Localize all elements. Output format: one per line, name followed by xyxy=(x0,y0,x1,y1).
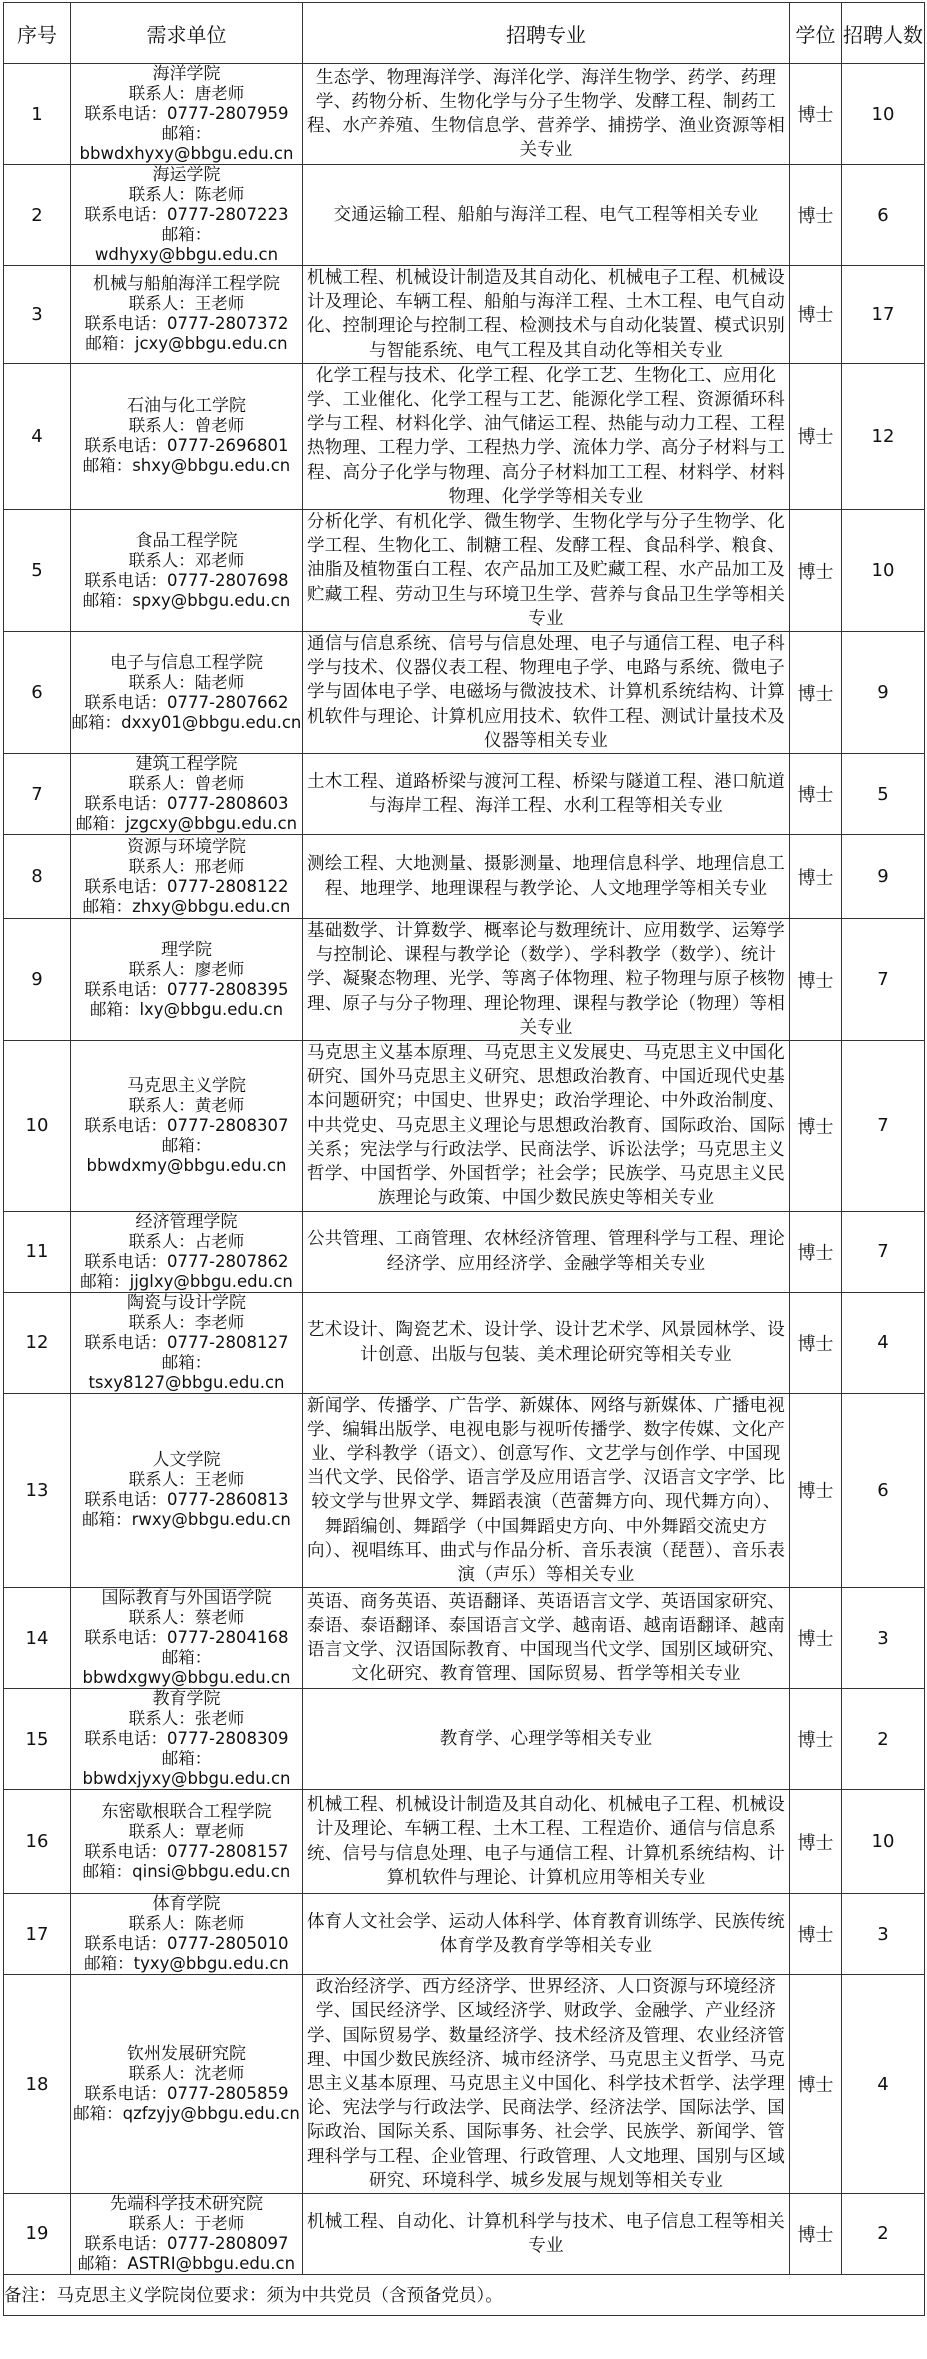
unit-email: 邮箱：qinsi@bbgu.edu.cn xyxy=(82,1861,291,1881)
major-text: 公共管理、工商管理、农林经济管理、管理科学与工程、理论经济学、应用经济学、金融学等相关专业 xyxy=(307,1229,785,1274)
count-cell xyxy=(842,1393,925,1588)
degree-cell xyxy=(790,919,842,1041)
unit-name: 人文学院 xyxy=(152,1450,221,1471)
count-text: 7 xyxy=(877,969,889,991)
unit-phone: 联系电话：0777-2808127 xyxy=(84,1332,289,1352)
unit-phone: 联系电话：0777-2808309 xyxy=(84,1729,289,1749)
count-text: 6 xyxy=(877,1479,889,1501)
major-text: 机械工程、机械设计制造及其自动化、机械电子工程、机械设计及理论、车辆工程、土木工程、工程造价、通信与信息系统、信号与信息处理、电子与通信工程、计算机系统结构、计算机软件与理论、计算机应用等相关专业 xyxy=(307,1795,785,1888)
degree-text: 博士 xyxy=(797,683,834,705)
unit-phone: 联系电话：0777-2808395 xyxy=(84,979,289,999)
table-row xyxy=(4,510,925,632)
major-text: 分析化学、有机化学、微生物学、生物化学与分子生物学、化学工程、生物化工、制糖工程、发酵工程、食品科学、粮食、油脂及植物蛋白工程、农产品加工及贮藏工程、水产品加工及贮藏工程、劳动卫生与环境卫生学、营养与食品卫生学等相关专业 xyxy=(307,512,785,629)
table-row xyxy=(4,632,925,754)
table-row xyxy=(4,266,925,364)
degree-text: 博士 xyxy=(797,970,834,992)
row-index-value: 12 xyxy=(25,1332,49,1353)
count-text: 4 xyxy=(877,2073,889,2095)
unit-contact: 联系人：曾老师 xyxy=(128,774,245,794)
unit-email: 邮箱：bbwdxjyxy@bbgu.edu.cn xyxy=(82,1749,291,1789)
unit-cell xyxy=(71,919,303,1041)
unit-phone: 联系电话：0777-2808157 xyxy=(84,1841,289,1861)
table-row xyxy=(4,1975,925,2194)
row-index-value: 4 xyxy=(31,425,43,447)
degree-cell xyxy=(790,1790,842,1894)
unit-email: 邮箱：wdhyxy@bbgu.edu.cn xyxy=(94,225,279,264)
count-text: 7 xyxy=(877,1115,889,1137)
unit-cell xyxy=(71,1790,303,1894)
unit-name: 石油与化工学院 xyxy=(127,396,246,417)
degree-text: 博士 xyxy=(797,1242,834,1264)
major-text: 通信与信息系统、信号与信息处理、电子与通信工程、电子科学与技术、仪器仪表工程、物理电子学、电路与系统、微电子学与固体电子学、电磁场与微波技术、计算机系统结构、计算机软件与理论、计算机应用技术、软件工程、测试计量技术及仪器等相关专业 xyxy=(307,634,785,751)
unit-email: 邮箱：ASTRI@bbgu.edu.cn xyxy=(77,2253,296,2273)
major-cell xyxy=(303,1975,790,2194)
unit-contact: 联系人：唐老师 xyxy=(128,84,245,103)
count-text: 9 xyxy=(877,866,889,888)
row-index xyxy=(4,1975,71,2194)
degree-text: 博士 xyxy=(797,427,834,449)
unit-name: 先端科学技术研究院 xyxy=(110,2193,263,2214)
unit-phone: 联系电话：0777-2807223 xyxy=(84,205,289,224)
row-index-value: 18 xyxy=(25,2073,49,2095)
table-row xyxy=(4,1689,925,1790)
unit-contact: 联系人：覃老师 xyxy=(128,1821,245,1841)
row-index xyxy=(4,1211,71,1292)
table-row xyxy=(4,919,925,1041)
degree-cell xyxy=(790,1894,842,1975)
unit-contact: 联系人：于老师 xyxy=(128,2213,245,2233)
row-index-value: 5 xyxy=(31,560,43,582)
count-cell xyxy=(842,510,925,632)
major-cell xyxy=(303,632,790,754)
major-text: 英语、商务英语、英语翻译、英语语言文学、英语国家研究、泰语、泰语翻译、泰国语言文学、越南语、越南语翻译、越南语言文学、汉语国际教育、中国现当代文学、国别区域研究、文化研究、教育管理、国际贸易、哲学等相关专业 xyxy=(307,1591,785,1685)
count-text: 2 xyxy=(877,2223,889,2245)
degree-cell xyxy=(790,1689,842,1790)
unit-phone: 联系电话：0777-2808307 xyxy=(84,1115,289,1135)
count-cell xyxy=(842,1588,925,1689)
table-row xyxy=(4,835,925,919)
note-row xyxy=(4,2274,925,2315)
unit-email: 邮箱：qzfzyjy@bbgu.edu.cn xyxy=(73,2104,300,2124)
count-text: 17 xyxy=(871,303,895,325)
unit-name: 体育学院 xyxy=(152,1894,221,1915)
major-cell xyxy=(303,754,790,835)
major-text: 教育学、心理学等相关专业 xyxy=(439,1729,653,1750)
count-text: 3 xyxy=(877,1627,889,1649)
unit-phone: 联系电话：0777-2696801 xyxy=(84,436,289,456)
degree-text: 博士 xyxy=(797,1629,834,1651)
major-cell xyxy=(303,1393,790,1588)
row-index xyxy=(4,1393,71,1588)
unit-contact: 联系人：邢老师 xyxy=(128,856,245,876)
count-text: 7 xyxy=(877,1241,889,1262)
unit-cell xyxy=(71,510,303,632)
unit-email: 邮箱：spxy@bbgu.edu.cn xyxy=(82,590,291,610)
unit-name: 理学院 xyxy=(161,939,212,960)
major-text: 化学工程与技术、化学工程、化学工艺、生物化工、应用化学、工业催化、化学工程与工艺、能源化学工程、资源循环科学与工程、材料化学、油气储运工程、热能与动力工程、工程热物理、工程力学、工程热力学、流体力学、高分子材料与工程、高分子化学与物理、高分子材料加工工程、材料学、材料物理、化学学等相关专业 xyxy=(307,365,785,507)
count-cell xyxy=(842,1292,925,1393)
row-index xyxy=(4,754,71,835)
count-text: 10 xyxy=(871,560,895,582)
row-index xyxy=(4,363,71,509)
header-major: 招聘专业 xyxy=(303,3,790,64)
degree-text: 博士 xyxy=(797,1925,834,1947)
major-cell xyxy=(303,165,790,266)
major-cell xyxy=(303,1292,790,1393)
major-text: 政治经济学、西方经济学、世界经济、人口资源与环境经济学、国民经济学、区域经济学、财政学、金融学、产业经济学、国际贸易学、数量经济学、技术经济及管理、农业经济管理、中国少数民族经济、城市经济学、马克思主义哲学、马克思主义基本原理、马克思主义中国化、科学技术哲学、法学理论、宪法学与行政法学、民商法学、经济法学、国际法学、国际政治、国际关系、国际事务、社会学、民族学、新闻学、管理科学与工程、企业管理、行政管理、人文地理、国别与区域研究、环境科学、城乡发展与规划等相关专业 xyxy=(307,1977,785,2191)
major-text: 新闻学、传播学、广告学、新媒体、网络与新媒体、广播电视学、编辑出版学、电视电影与视听传播学、数字传媒、文化产业、学科教学（语文）、创意写作、文艺学与创作学、中国现当代文学、民俗学、语言学及应用语言学、汉语言文字学、比较文学与世界文学、舞蹈表演（芭蕾舞方向、现代舞方向）、舞蹈编创、舞蹈学（中国舞蹈史方向、中外舞蹈交流史方向）、视唱练耳、曲式与作品分析、音乐表演（琵琶）、音乐表演（声乐）等相关专业 xyxy=(306,1395,786,1585)
row-index-value: 6 xyxy=(31,682,43,704)
count-cell xyxy=(842,1790,925,1894)
count-cell xyxy=(842,64,925,165)
header-unit: 需求单位 xyxy=(71,3,303,64)
major-cell xyxy=(303,64,790,165)
unit-name: 电子与信息工程学院 xyxy=(110,652,263,673)
unit-cell xyxy=(71,1894,303,1975)
unit-contact: 联系人：蔡老师 xyxy=(128,1608,245,1628)
row-index-value: 10 xyxy=(25,1115,49,1137)
degree-cell xyxy=(790,1975,842,2194)
unit-email: 邮箱：lxy@bbgu.edu.cn xyxy=(89,999,284,1019)
unit-contact: 联系人：曾老师 xyxy=(128,416,245,436)
row-index xyxy=(4,266,71,364)
note-text: 备注：马克思主义学院岗位要求：须为中共党员（含预备党员）。 xyxy=(4,2274,925,2315)
table-row xyxy=(4,363,925,509)
row-index xyxy=(4,64,71,165)
unit-email: 邮箱：shxy@bbgu.edu.cn xyxy=(82,456,291,476)
table-body xyxy=(4,64,925,2275)
degree-text: 博士 xyxy=(797,1481,834,1503)
major-cell xyxy=(303,510,790,632)
unit-contact: 联系人：张老师 xyxy=(128,1709,245,1729)
major-text: 交通运输工程、船舶与海洋工程、电气工程等相关专业 xyxy=(333,204,759,225)
header-index: 序号 xyxy=(4,3,71,64)
degree-cell xyxy=(790,165,842,266)
unit-phone: 联系电话：0777-2807698 xyxy=(84,570,289,590)
count-text: 6 xyxy=(877,204,889,226)
major-text: 土木工程、道路桥梁与渡河工程、桥梁与隧道工程、港口航道与海岸工程、海洋工程、水利工程等相关专业 xyxy=(307,771,785,817)
unit-cell xyxy=(71,165,303,266)
unit-contact: 联系人：王老师 xyxy=(128,294,245,314)
degree-cell xyxy=(790,1041,842,1211)
count-cell xyxy=(842,1041,925,1211)
unit-cell xyxy=(71,632,303,754)
recruitment-table xyxy=(3,2,925,2316)
unit-cell xyxy=(71,835,303,919)
count-cell xyxy=(842,165,925,266)
unit-contact: 联系人：陈老师 xyxy=(128,185,245,204)
unit-contact: 联系人：沈老师 xyxy=(128,2064,245,2084)
row-index xyxy=(4,1790,71,1894)
unit-cell xyxy=(71,266,303,364)
major-cell xyxy=(303,1041,790,1211)
row-index xyxy=(4,1041,71,1211)
unit-contact: 联系人：陆老师 xyxy=(128,672,245,692)
degree-cell xyxy=(790,835,842,919)
unit-phone: 联系电话：0777-2807372 xyxy=(84,314,289,334)
unit-cell xyxy=(71,64,303,165)
degree-cell xyxy=(790,510,842,632)
count-cell xyxy=(842,266,925,364)
row-index-value: 11 xyxy=(25,1241,49,1262)
row-index-value: 13 xyxy=(25,1479,49,1501)
count-text: 2 xyxy=(877,1728,889,1750)
major-text: 机械工程、机械设计制造及其自动化、机械电子工程、机械设计及理论、车辆工程、船舶与海洋工程、土木工程、电气自动化、控制理论与控制工程、检测技术与自动化装置、模式识别与智能系统、电气工程及其自动化等相关专业 xyxy=(307,268,785,361)
unit-contact: 联系人：李老师 xyxy=(128,1312,245,1332)
row-index-value: 8 xyxy=(31,866,43,888)
table-row xyxy=(4,165,925,266)
unit-contact: 联系人：占老师 xyxy=(128,1231,245,1251)
unit-contact: 联系人：陈老师 xyxy=(128,1914,245,1934)
unit-phone: 联系电话：0777-2808603 xyxy=(84,794,289,814)
row-index xyxy=(4,165,71,266)
unit-phone: 联系电话：0777-2808122 xyxy=(84,876,289,896)
unit-name: 陶瓷与设计学院 xyxy=(127,1292,246,1313)
unit-name: 海运学院 xyxy=(152,165,221,185)
unit-cell xyxy=(71,1211,303,1292)
table-row xyxy=(4,1211,925,1292)
degree-text: 博士 xyxy=(797,1730,834,1752)
unit-email: 邮箱：jzgcxy@bbgu.edu.cn xyxy=(75,814,298,834)
count-text: 4 xyxy=(877,1332,889,1353)
major-cell xyxy=(303,919,790,1041)
row-index-value: 2 xyxy=(31,204,43,226)
header-degree: 学位 xyxy=(790,3,842,64)
degree-text: 博士 xyxy=(797,105,834,126)
unit-contact: 联系人：廖老师 xyxy=(128,959,245,979)
header-row xyxy=(4,3,925,64)
major-text: 基础数学、计算数学、概率论与数理统计、应用数学、运筹学与控制论、课程与教学论（数学）、学科教学（数学）、统计学、凝聚态物理、光学、等离子体物理、粒子物理与原子核物理、原子与分子物理、理论物理、课程与教学论（物理）等相关专业 xyxy=(307,921,785,1038)
row-index xyxy=(4,510,71,632)
unit-email: 邮箱：tyxy@bbgu.edu.cn xyxy=(84,1954,289,1974)
unit-email: 邮箱：bbwdxhyxy@bbgu.edu.cn xyxy=(79,124,294,163)
major-cell xyxy=(303,266,790,364)
major-text: 艺术设计、陶瓷艺术、设计学、设计艺术学、风景园林学、设计创意、出版与包装、美术理论研究等相关专业 xyxy=(307,1320,785,1365)
major-text: 测绘工程、大地测量、摄影测量、地理信息科学、地理信息工程、地理学、地理课程与教学论、人文地理学等相关专业 xyxy=(307,854,785,899)
degree-text: 博士 xyxy=(797,1333,834,1355)
count-text: 10 xyxy=(871,1831,895,1853)
count-text: 3 xyxy=(877,1923,889,1945)
row-index-value: 14 xyxy=(25,1627,49,1649)
degree-cell xyxy=(790,1588,842,1689)
row-index-value: 1 xyxy=(31,103,43,125)
degree-text: 博士 xyxy=(797,2224,834,2246)
degree-cell xyxy=(790,64,842,165)
major-cell xyxy=(303,1588,790,1689)
major-cell xyxy=(303,1211,790,1292)
degree-cell xyxy=(790,632,842,754)
unit-name: 马克思主义学院 xyxy=(127,1075,246,1096)
degree-cell xyxy=(790,754,842,835)
degree-text: 博士 xyxy=(797,1832,834,1854)
degree-text: 博士 xyxy=(797,561,834,583)
count-cell xyxy=(842,363,925,509)
row-index xyxy=(4,1894,71,1975)
unit-name: 教育学院 xyxy=(152,1689,221,1710)
major-text: 体育人文社会学、运动人体科学、体育教育训练学、民族传统体育学及教育学等相关专业 xyxy=(307,1911,785,1957)
count-cell xyxy=(842,632,925,754)
count-cell xyxy=(842,2193,925,2274)
table-row xyxy=(4,1292,925,1393)
degree-text: 博士 xyxy=(797,867,834,889)
count-text: 12 xyxy=(871,425,895,447)
row-index xyxy=(4,1292,71,1393)
table-row xyxy=(4,1790,925,1894)
unit-cell xyxy=(71,1393,303,1588)
unit-email: 邮箱：rwxy@bbgu.edu.cn xyxy=(82,1510,291,1530)
row-index xyxy=(4,835,71,919)
table-row xyxy=(4,2193,925,2274)
major-cell xyxy=(303,363,790,509)
unit-name: 食品工程学院 xyxy=(135,530,238,551)
unit-phone: 联系电话：0777-2805859 xyxy=(84,2084,289,2104)
count-cell xyxy=(842,1689,925,1790)
row-index-value: 3 xyxy=(31,303,43,325)
unit-email: 邮箱：dxxy01@bbgu.edu.cn xyxy=(71,712,302,732)
degree-text: 博士 xyxy=(797,1116,834,1138)
table-row xyxy=(4,64,925,165)
major-text: 生态学、物理海洋学、海洋化学、海洋生物学、药学、药理学、药物分析、生物化学与分子生物学、发酵工程、制药工程、水产养殖、生物信息学、营养学、捕捞学、渔业资源等相关专业 xyxy=(307,67,785,161)
count-cell xyxy=(842,1975,925,2194)
count-cell xyxy=(842,1894,925,1975)
unit-cell xyxy=(71,1292,303,1393)
unit-cell xyxy=(71,1041,303,1211)
degree-text: 博士 xyxy=(797,206,834,227)
degree-cell xyxy=(790,363,842,509)
major-cell xyxy=(303,1790,790,1894)
unit-phone: 联系电话：0777-2807862 xyxy=(84,1251,289,1271)
unit-email: 邮箱：jcxy@bbgu.edu.cn xyxy=(85,334,288,354)
table-row xyxy=(4,1393,925,1588)
major-text: 机械工程、自动化、计算机科学与技术、电子信息工程等相关专业 xyxy=(307,2211,785,2256)
row-index-value: 16 xyxy=(25,1831,49,1853)
unit-cell xyxy=(71,1588,303,1689)
major-cell xyxy=(303,1689,790,1790)
unit-contact: 联系人：邓老师 xyxy=(128,550,245,570)
table-row xyxy=(4,1894,925,1975)
count-cell xyxy=(842,754,925,835)
count-cell xyxy=(842,835,925,919)
unit-cell xyxy=(71,1689,303,1790)
unit-cell xyxy=(71,754,303,835)
unit-name: 国际教育与外国语学院 xyxy=(101,1588,272,1609)
unit-cell xyxy=(71,2193,303,2274)
unit-cell xyxy=(71,363,303,509)
unit-email: 邮箱：bbwdxgwy@bbgu.edu.cn xyxy=(82,1648,291,1688)
count-cell xyxy=(842,1211,925,1292)
row-index-value: 9 xyxy=(31,969,43,991)
major-cell xyxy=(303,2193,790,2274)
unit-contact: 联系人：王老师 xyxy=(128,1470,245,1490)
unit-phone: 联系电话：0777-2807959 xyxy=(84,104,289,123)
row-index-value: 19 xyxy=(25,2223,49,2245)
unit-name: 机械与船舶海洋工程学院 xyxy=(93,274,280,295)
unit-name: 海洋学院 xyxy=(152,64,221,84)
degree-cell xyxy=(790,2193,842,2274)
count-text: 10 xyxy=(871,103,895,125)
degree-cell xyxy=(790,266,842,364)
major-text: 马克思主义基本原理、马克思主义发展史、马克思主义中国化研究、国外马克思主义研究、思想政治教育、中国近现代史基本问题研究；中国史、世界史；政治学理论、中外政治制度、中共党史、马克思主义理论与思想政治教育、国际政治、国际关系；宪法学与行政法学、民商法学、诉讼法学；马克思主义哲学、中国哲学、外国哲学；社会学；民族学、马克思主义民族理论与政策、中国少数民族史等相关专业 xyxy=(307,1043,785,1209)
count-text: 9 xyxy=(877,682,889,704)
unit-name: 经济管理学院 xyxy=(135,1211,238,1232)
unit-phone: 联系电话：0777-2807662 xyxy=(84,692,289,712)
row-index-value: 17 xyxy=(25,1923,49,1945)
row-index xyxy=(4,1588,71,1689)
unit-name: 东密歇根联合工程学院 xyxy=(101,1801,272,1822)
header-count: 招聘人数 xyxy=(842,3,925,64)
row-index-value: 7 xyxy=(31,783,43,805)
table-row xyxy=(4,1588,925,1689)
unit-name: 钦州发展研究院 xyxy=(127,2044,246,2065)
count-cell xyxy=(842,919,925,1041)
row-index xyxy=(4,919,71,1041)
row-index xyxy=(4,2193,71,2274)
degree-cell xyxy=(790,1393,842,1588)
degree-text: 博士 xyxy=(797,785,834,807)
major-cell xyxy=(303,1894,790,1975)
table-row xyxy=(4,754,925,835)
unit-email: 邮箱：bbwdxmy@bbgu.edu.cn xyxy=(86,1135,287,1175)
unit-name: 资源与环境学院 xyxy=(127,836,246,857)
unit-phone: 联系电话：0777-2805010 xyxy=(84,1934,289,1954)
degree-text: 博士 xyxy=(797,305,834,327)
unit-phone: 联系电话：0777-2808097 xyxy=(84,2233,289,2253)
unit-phone: 联系电话：0777-2804168 xyxy=(84,1628,289,1648)
unit-email: 邮箱：tsxy8127@bbgu.edu.cn xyxy=(88,1352,285,1392)
major-cell xyxy=(303,835,790,919)
degree-cell xyxy=(790,1211,842,1292)
row-index xyxy=(4,632,71,754)
unit-email: 邮箱：jjglxy@bbgu.edu.cn xyxy=(80,1271,293,1291)
unit-name: 建筑工程学院 xyxy=(135,754,238,775)
degree-cell xyxy=(790,1292,842,1393)
unit-contact: 联系人：黄老师 xyxy=(128,1095,245,1115)
row-index xyxy=(4,1689,71,1790)
table-row xyxy=(4,1041,925,1211)
count-text: 5 xyxy=(877,783,889,805)
unit-email: 邮箱：zhxy@bbgu.edu.cn xyxy=(82,896,291,916)
degree-text: 博士 xyxy=(797,2075,834,2097)
unit-phone: 联系电话：0777-2860813 xyxy=(84,1490,289,1510)
unit-cell xyxy=(71,1975,303,2194)
row-index-value: 15 xyxy=(25,1728,49,1750)
